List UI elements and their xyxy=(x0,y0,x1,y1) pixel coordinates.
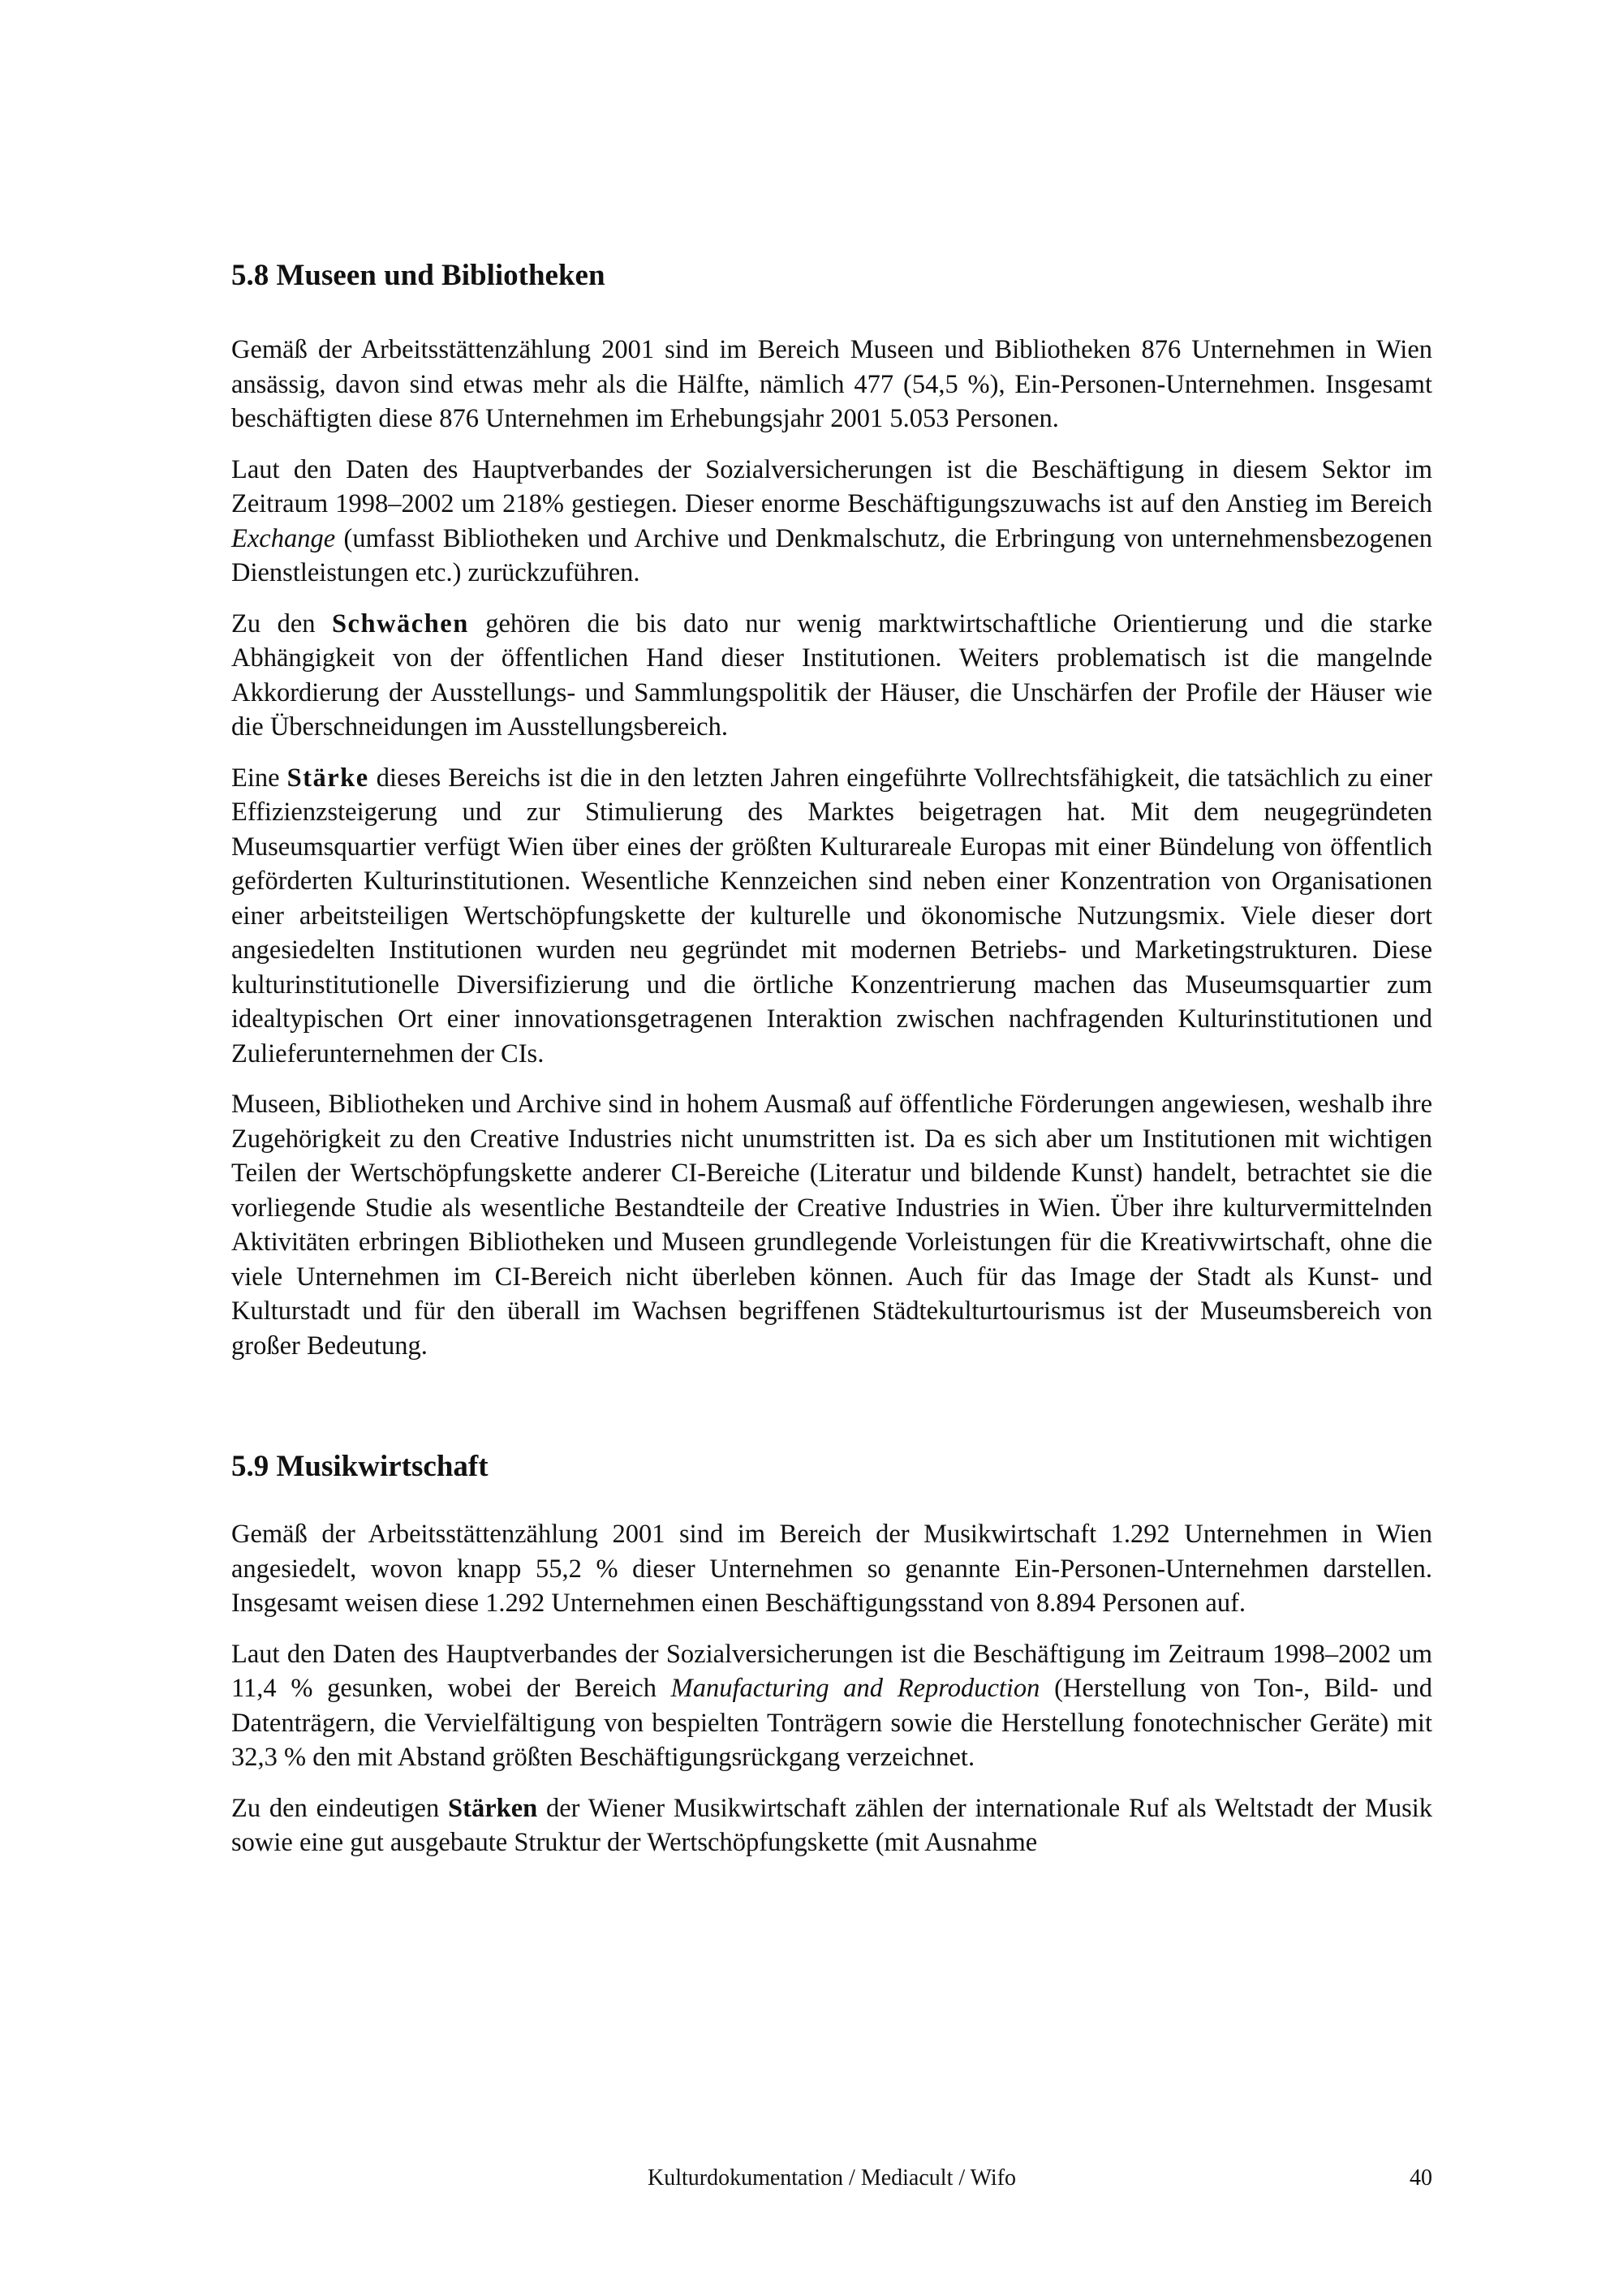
section-heading-5-8: 5.8 Museen und Bibliotheken xyxy=(231,259,605,292)
paragraph xyxy=(231,1637,1432,1775)
text-run: Zu den xyxy=(231,608,332,638)
text-run: der Wiener Musikwirtschaft zählen der internationale Ruf als Weltstadt der Musik sowie eine gut ausgebaute Struktur der Wertschöpfungskette (mit Ausnahme xyxy=(231,1793,1432,1857)
paragraph xyxy=(231,453,1432,591)
text-run: (Herstellung von Ton-, Bild- und Datenträgern, die Vervielfältigung von bespielten Tonträgern sowie die Herstellung fonotechnischer Geräte) mit 32,3 % den mit Abstand größten Beschäftigungsrückgang verzeichnet. xyxy=(231,1674,1433,1772)
bold-keyword: Stärke xyxy=(286,763,369,793)
section-heading-5-9: 5.9 Musikwirtschaft xyxy=(231,1450,489,1483)
emphasis-text: Manufacturing and Reproduction xyxy=(670,1674,1040,1703)
footer-text: Kulturdokumentation / Mediacult / Wifo xyxy=(647,2165,1017,2191)
text-run: Eine xyxy=(231,763,287,793)
section-musikwirtschaft xyxy=(231,1449,1432,1860)
page-footer xyxy=(231,2162,1432,2195)
emphasis-text: Exchange xyxy=(231,523,336,553)
section-museen-bibliotheken xyxy=(231,258,1432,1363)
paragraph xyxy=(231,607,1432,745)
paragraph xyxy=(231,1791,1432,1860)
text-run: dieses Bereichs ist die in den letzten Jahren eingeführte Vollrechtsfähigkeit, die tatsächlich zu einer Effizienzsteigerung und zur Stimulierung des Marktes beigetragen hat. Mit dem neugegründeten Museumsquartier verfügt Wien über eines der größten Kulturareale Europas mit einer Bündelung von öffentlich geförderten Kulturinstitutionen. Wesentliche Kennzeichen sind neben einer Konzentration von Organisationen einer arbeitsteiligen Wertschöpfungskette der kulturelle und ökonomische Nutzungsmix. Viele dieser dort angesiedelten Institutionen wurden neu gegründet mit modernen Betriebs- und Marketingstrukturen. Diese kulturinstitutionelle Diversifizierung und die örtliche Konzentrierung machen das Museumsquartier zum idealtypischen Ort einer innovationsgetragenen Interaktion zwischen nachfragenden Kulturinstitutionen und Zulieferunternehmen der CIs. xyxy=(231,763,1432,1068)
text-run: Laut den Daten des Hauptverbandes der Sozialversicherungen ist die Beschäftigung im Zeitraum 1998–2002 um 11,4 % gesunken, wobei der Bereich xyxy=(231,1639,1432,1703)
text-run: (umfasst Bibliotheken und Archive und Denkmalschutz, die Erbringung von unternehmensbezogenen Dienstleistungen etc.) zurückzuführen. xyxy=(231,523,1432,587)
text-run: Laut den Daten des Hauptverbandes der Sozialversicherungen ist die Beschäftigung in diesem Sektor im Zeitraum 1998–2002 um 218% gestiegen. Dieser enorme Beschäftigungszuwachs ist auf den Anstieg im Bereich xyxy=(231,454,1432,518)
paragraph xyxy=(231,761,1432,1072)
text-run: Zu den eindeutigen xyxy=(231,1793,449,1823)
text-run: gehören die bis dato nur wenig marktwirtschaftliche Orientierung und die starke Abhängigkeit von der öffentlichen Hand dieser Institutionen. Weiters problematisch ist die mangelnde Akkordierung der Ausstellungs- und Sammlungspolitik der Häuser, die Unschärfen der Profile der Häuser wie die Überschneidungen im Ausstellungsbereich. xyxy=(231,608,1432,742)
page-content xyxy=(231,258,1432,1877)
bold-keyword: Schwächen xyxy=(331,608,469,638)
paragraph: Gemäß der Arbeitsstättenzählung 2001 sind im Bereich der Musikwirtschaft 1.292 Unternehmen in Wien angesiedelt, wovon knapp 55,2 % dieser Unternehmen so genannte Ein-Personen-Unternehmen darstellen. Insgesamt weisen diese 1.292 Unternehmen einen Beschäftigungsstand von 8.894 Personen auf. xyxy=(231,1520,1432,1618)
page-number: 40 xyxy=(1410,2165,1432,2191)
paragraph: Museen, Bibliotheken und Archive sind in hohem Ausmaß auf öffentliche Förderungen angewiesen, weshalb ihre Zugehörigkeit zu den Creative Industries nicht unumstritten ist. Da es sich aber um Institutionen mit wichtigen Teilen der Wertschöpfungskette anderer CI-Bereiche (Literatur und bildende Kunst) handelt, betrachtet sie die vorliegende Studie als wesentliche Bestandteile der Creative Industries in Wien. Über ihre kulturvermittelnden Aktivitäten erbringen Bibliotheken und Museen grundlegende Vorleistungen für die Kreativwirtschaft, ohne die viele Unternehmen im CI-Bereich nicht überleben können. Auch für das Image der Stadt als Kunst- und Kulturstadt und für den überall im Wachsen begriffenen Städtekulturtourismus ist der Museumsbereich von großer Bedeutung. xyxy=(231,1090,1432,1361)
paragraph: Gemäß der Arbeitsstättenzählung 2001 sind im Bereich Museen und Bibliotheken 876 Unternehmen in Wien ansässig, davon sind etwas mehr als die Hälfte, nämlich 477 (54,5 %), Ein-Personen-Unternehmen. Insgesamt beschäftigten diese 876 Unternehmen im Erhebungsjahr 2001 5.053 Personen. xyxy=(231,335,1432,433)
bold-keyword: Stärken xyxy=(448,1793,538,1823)
